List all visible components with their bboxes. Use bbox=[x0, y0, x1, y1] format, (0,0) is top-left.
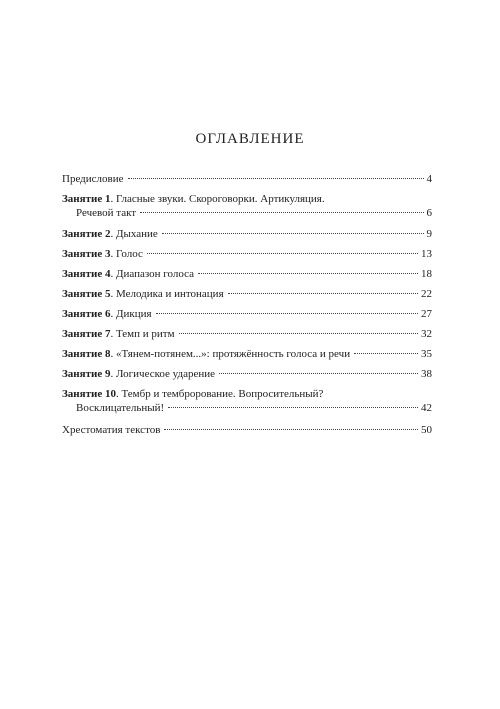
toc-entry-lesson-1[interactable] bbox=[62, 192, 432, 220]
dot-leader bbox=[162, 233, 424, 234]
toc-entry-text: . Дыхание bbox=[110, 228, 158, 240]
dot-leader bbox=[354, 353, 418, 354]
toc-entry-label: Занятие 2 bbox=[62, 228, 111, 240]
toc-entry-text: . Мелодика и интонация bbox=[110, 288, 224, 300]
page-title: ОГЛАВЛЕНИЕ bbox=[195, 131, 305, 147]
toc-entry-label: Занятие 9 bbox=[62, 368, 111, 380]
toc-page-number: 35 bbox=[421, 348, 432, 360]
toc-entry-label: Занятие 4 bbox=[62, 268, 111, 280]
toc-entry-text-continued: Восклицательный! bbox=[76, 402, 165, 414]
toc-entry-text: . Диапазон голоса bbox=[110, 268, 195, 280]
dot-leader bbox=[228, 293, 418, 294]
toc-entry-lesson-2[interactable] bbox=[62, 227, 432, 241]
toc-entry-text: . Логическое ударение bbox=[110, 368, 216, 380]
toc-page-number: 38 bbox=[421, 368, 432, 380]
toc-entry-lesson-6[interactable] bbox=[62, 307, 432, 321]
dot-leader bbox=[156, 313, 418, 314]
toc-entry-label: Занятие 5 bbox=[62, 288, 111, 300]
dot-leader bbox=[198, 273, 418, 274]
toc-page-number: 9 bbox=[426, 228, 432, 240]
dot-leader bbox=[147, 253, 418, 254]
toc-entry-text: . Голос bbox=[110, 248, 143, 260]
toc-entry-lesson-9[interactable] bbox=[62, 367, 432, 381]
toc-entry-lesson-4[interactable] bbox=[62, 267, 432, 281]
toc-page-number: 27 bbox=[421, 308, 432, 320]
toc-entry-label: Занятие 7 bbox=[62, 328, 111, 340]
toc-page-number: 22 bbox=[421, 288, 432, 300]
toc-entry-text: . «Тянем-потянем...»: протяжённость голоса и речи bbox=[110, 348, 351, 360]
toc-entry-lesson-5[interactable] bbox=[62, 287, 432, 301]
toc-page-number: 32 bbox=[421, 328, 432, 340]
toc-entry-label: Занятие 6 bbox=[62, 308, 111, 320]
toc-entry-text: . Дикция bbox=[110, 308, 152, 320]
toc-entry-label: Занятие 10 bbox=[62, 388, 116, 400]
toc-entry-label: Занятие 1 bbox=[62, 193, 111, 205]
toc-entry-lesson-3[interactable] bbox=[62, 247, 432, 261]
toc-entry-text: . Темп и ритм bbox=[110, 328, 175, 340]
toc-page-number: 4 bbox=[426, 173, 432, 185]
dot-leader bbox=[168, 407, 418, 408]
toc-entry-label: Занятие 8 bbox=[62, 348, 111, 360]
toc-entry-text-continued: Речевой такт bbox=[76, 207, 137, 219]
dot-leader bbox=[179, 333, 418, 334]
toc-page-number: 18 bbox=[421, 268, 432, 280]
toc-entry-label: Занятие 3 bbox=[62, 248, 111, 260]
toc-page-number: 42 bbox=[421, 402, 432, 414]
toc-entry-lesson-8[interactable] bbox=[62, 347, 432, 361]
dot-leader bbox=[164, 429, 418, 430]
toc-entry-lesson-10[interactable] bbox=[62, 387, 432, 415]
toc-entry-text: Хрестоматия текстов bbox=[62, 424, 161, 436]
toc-entry-preface[interactable] bbox=[62, 172, 432, 186]
toc-page-number: 50 bbox=[421, 424, 432, 436]
toc-page-number: 13 bbox=[421, 248, 432, 260]
toc-entry-text: . Тембр и темброрование. Вопросительный? bbox=[115, 388, 324, 400]
toc-entry-lesson-7[interactable] bbox=[62, 327, 432, 341]
dot-leader bbox=[219, 373, 418, 374]
dot-leader bbox=[128, 178, 424, 179]
toc-page-number: 6 bbox=[426, 207, 432, 219]
toc-entry-text: Предисловие bbox=[62, 173, 124, 185]
toc-entry-reader[interactable] bbox=[62, 423, 432, 437]
dot-leader bbox=[140, 212, 423, 213]
toc-entry-text: . Гласные звуки. Скороговорки. Артикуляция. bbox=[110, 193, 325, 205]
